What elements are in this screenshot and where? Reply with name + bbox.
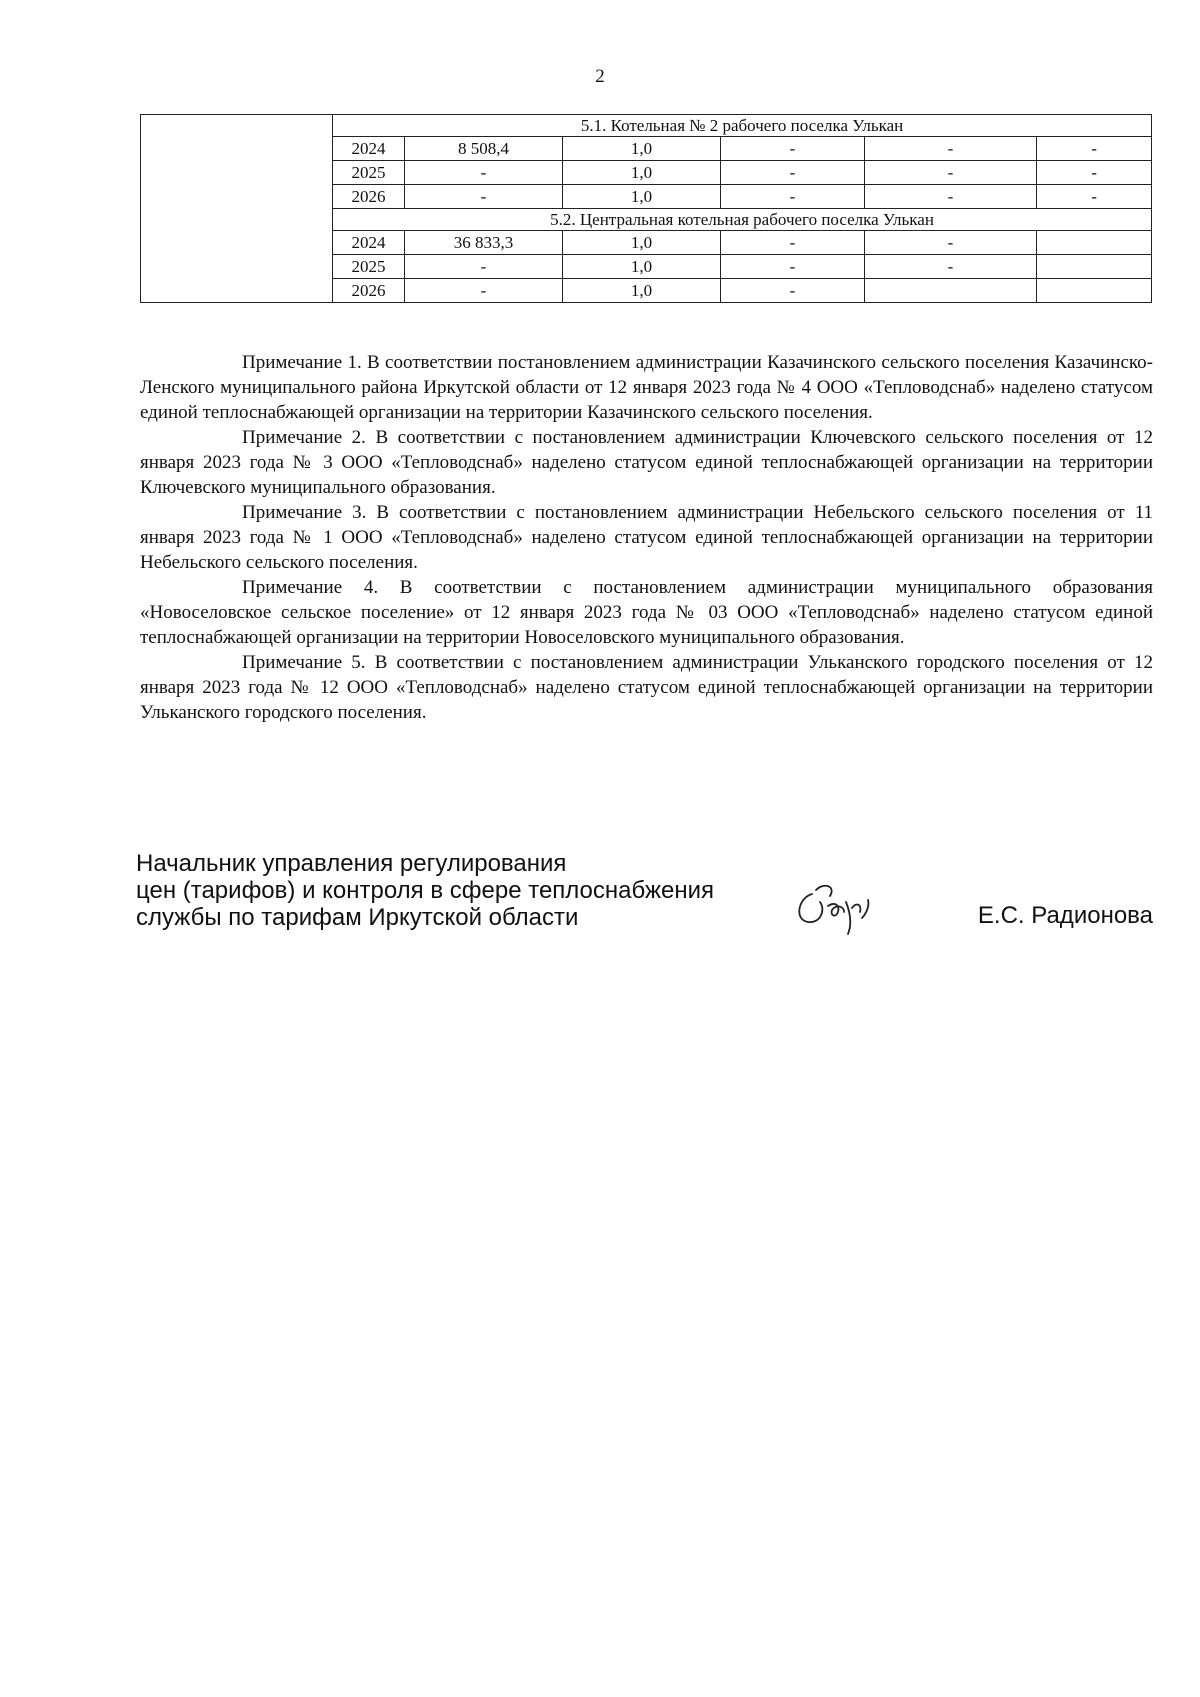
table-cell-value: - — [405, 185, 563, 209]
table-cell: - — [721, 255, 865, 279]
table-cell-year: 2026 — [333, 279, 405, 303]
table-cell: - — [1037, 161, 1152, 185]
note-1: Примечание 1. В соответствии постановлением администрации Казачинского сельского поселения Казачинско-Ленского муниципального района Иркутской области от 12 января 2023 года № 4 ООО «Тепловодснаб» наделено статусом единой теплоснабжающей организации на территории Казачинского сельского поселения. — [140, 352, 1153, 423]
table-cell-year: 2026 — [333, 185, 405, 209]
table-cell: - — [721, 231, 865, 255]
tariff-table — [140, 114, 1152, 303]
table-cell-index: 1,0 — [563, 161, 721, 185]
table-cell-index: 1,0 — [563, 279, 721, 303]
table-cell: - — [1037, 137, 1152, 161]
handwritten-signature — [790, 872, 890, 942]
table-cell-value: - — [405, 279, 563, 303]
note-5: Примечание 5. В соответствии с постановлением администрации Ульканского городского поселения от 12 января 2023 года № 12 ООО «Тепловодснаб» наделено статусом единой теплоснабжающей организации на территории Ульканского городского поселения. — [140, 652, 1153, 723]
table-left-blank-cell — [141, 115, 333, 303]
signatory-title-line: цен (тарифов) и контроля в сфере теплоснабжения — [136, 877, 715, 904]
table-cell: - — [865, 231, 1037, 255]
table-cell: - — [1037, 185, 1152, 209]
table-cell-value: 36 833,3 — [405, 231, 563, 255]
table-cell: - — [865, 255, 1037, 279]
signatory-title-line: Начальник управления регулирования — [136, 850, 567, 877]
signatory-title-line: службы по тарифам Иркутской области — [136, 904, 579, 931]
table-cell — [865, 279, 1037, 303]
note-3: Примечание 3. В соответствии с постановлением администрации Небельского сельского поселения от 11 января 2023 года № 1 ООО «Тепловодснаб» наделено статусом единой теплоснабжающей организации на территории Небельского сельского поселения. — [140, 502, 1153, 573]
table-cell-value: 8 508,4 — [405, 137, 563, 161]
table-cell: - — [721, 161, 865, 185]
table-cell-year: 2025 — [333, 161, 405, 185]
table-cell-index: 1,0 — [563, 137, 721, 161]
table-cell-index: 1,0 — [563, 185, 721, 209]
table-cell-index: 1,0 — [563, 255, 721, 279]
table-cell: - — [865, 161, 1037, 185]
notes-section — [140, 350, 1153, 725]
table-section-header — [141, 115, 1152, 137]
table-cell: - — [865, 137, 1037, 161]
table-cell: - — [721, 137, 865, 161]
page-number: 2 — [595, 66, 605, 87]
table-cell-year: 2024 — [333, 231, 405, 255]
table-cell: - — [721, 185, 865, 209]
table-cell: - — [721, 279, 865, 303]
table-cell — [1037, 279, 1152, 303]
table-cell-year: 2025 — [333, 255, 405, 279]
table-cell — [1037, 231, 1152, 255]
signatory-title — [136, 850, 776, 931]
table-cell — [1037, 255, 1152, 279]
table-cell-value: - — [405, 255, 563, 279]
table-cell-index: 1,0 — [563, 231, 721, 255]
table-cell-value: - — [405, 161, 563, 185]
signatory-name: Е.С. Радионова — [977, 902, 1153, 929]
section-title: 5.1. Котельная № 2 рабочего поселка Улькан — [333, 115, 1152, 137]
note-2: Примечание 2. В соответствии с постановлением администрации Ключевского сельского поселения от 12 января 2023 года № 3 ООО «Тепловодснаб» наделено статусом единой теплоснабжающей организации на территории Ключевского муниципального образования. — [140, 427, 1153, 498]
note-4: Примечание 4. В соответствии с постановлением администрации муниципального образования «Новоселовское сельское поселение» от 12 января 2023 года № 03 ООО «Тепловодснаб» наделено статусом единой теплоснабжающей организации на территории Новоселовского муниципального образования. — [140, 577, 1153, 648]
section-title: 5.2. Центральная котельная рабочего поселка Улькан — [333, 209, 1152, 231]
table-cell-year: 2024 — [333, 137, 405, 161]
table-cell: - — [865, 185, 1037, 209]
